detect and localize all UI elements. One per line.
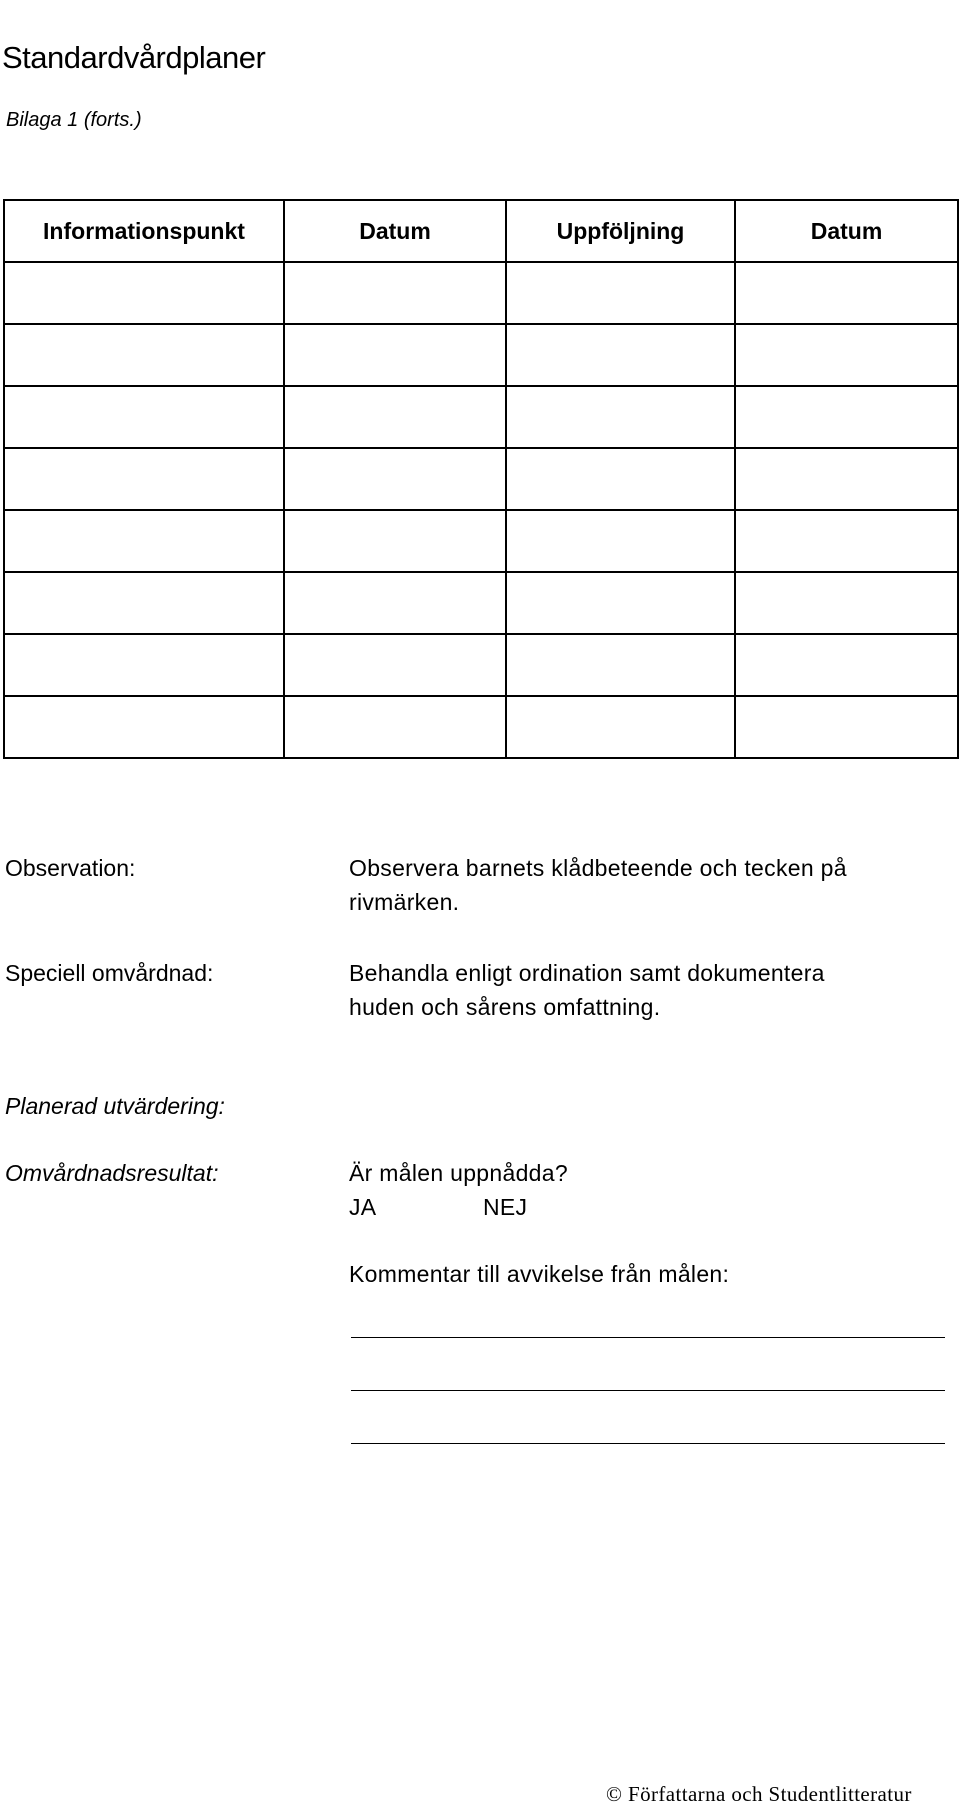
table-row [4, 262, 958, 324]
column-header-datum: Datum [284, 200, 506, 262]
column-header-informationspunkt: Informationspunkt [4, 200, 284, 262]
table-cell[interactable] [284, 386, 506, 448]
goals-question: Är målen uppnådda? [349, 1160, 568, 1186]
table-cell[interactable] [506, 324, 735, 386]
table-cell[interactable] [735, 510, 958, 572]
table-cell[interactable] [506, 510, 735, 572]
page-subtitle: Bilaga 1 (forts.) [6, 109, 142, 131]
table-cell[interactable] [4, 448, 284, 510]
table-cell[interactable] [284, 324, 506, 386]
care-result-label: Omvårdnadsresultat: [5, 1160, 219, 1186]
column-header-uppfoljning: Uppföljning [506, 200, 735, 262]
table-row [4, 572, 958, 634]
table-cell[interactable] [735, 696, 958, 758]
special-care-text-line-2: huden och sårens omfattning. [349, 994, 661, 1020]
table-row [4, 634, 958, 696]
table-cell[interactable] [506, 634, 735, 696]
table-cell[interactable] [735, 448, 958, 510]
table-row [4, 510, 958, 572]
table-cell[interactable] [506, 386, 735, 448]
comment-line-3[interactable] [351, 1443, 945, 1444]
table-cell[interactable] [506, 448, 735, 510]
special-care-label: Speciell omvårdnad: [5, 960, 214, 986]
table-row [4, 696, 958, 758]
table-cell[interactable] [506, 572, 735, 634]
table-cell[interactable] [284, 262, 506, 324]
table-cell[interactable] [4, 386, 284, 448]
yes-option[interactable]: JA [349, 1194, 377, 1220]
table-cell[interactable] [284, 572, 506, 634]
table-cell[interactable] [284, 696, 506, 758]
table-cell[interactable] [4, 510, 284, 572]
table-cell[interactable] [506, 696, 735, 758]
table-cell[interactable] [4, 572, 284, 634]
table-row [4, 448, 958, 510]
table-cell[interactable] [506, 262, 735, 324]
table-header-row [4, 200, 958, 262]
deviation-comment-label: Kommentar till avvikelse från målen: [349, 1261, 730, 1287]
table-cell[interactable] [735, 386, 958, 448]
information-table [3, 199, 959, 759]
table-cell[interactable] [735, 262, 958, 324]
table-row [4, 324, 958, 386]
table-cell[interactable] [284, 448, 506, 510]
comment-line-2[interactable] [351, 1390, 945, 1391]
comment-line-1[interactable] [351, 1337, 945, 1338]
table-cell[interactable] [735, 634, 958, 696]
table-cell[interactable] [4, 634, 284, 696]
planned-evaluation-label: Planerad utvärdering: [5, 1093, 225, 1119]
answer-options [349, 1191, 939, 1224]
column-header-datum-2: Datum [735, 200, 958, 262]
special-care-text-line-1: Behandla enligt ordination samt dokumentera [349, 960, 825, 986]
table-cell[interactable] [4, 324, 284, 386]
observation-text-line-2: rivmärken. [349, 889, 460, 915]
page-title: Standardvårdplaner [2, 40, 266, 75]
table-cell[interactable] [735, 324, 958, 386]
table-cell[interactable] [284, 634, 506, 696]
table-cell[interactable] [4, 696, 284, 758]
no-option[interactable]: NEJ [483, 1194, 528, 1220]
observation-label: Observation: [5, 855, 136, 881]
observation-text-line-1: Observera barnets klådbeteende och tecken på [349, 855, 847, 881]
table-cell[interactable] [284, 510, 506, 572]
table-cell[interactable] [4, 262, 284, 324]
copyright-footer: © Författarna och Studentlitteratur [606, 1782, 912, 1806]
table-cell[interactable] [735, 572, 958, 634]
table-row [4, 386, 958, 448]
